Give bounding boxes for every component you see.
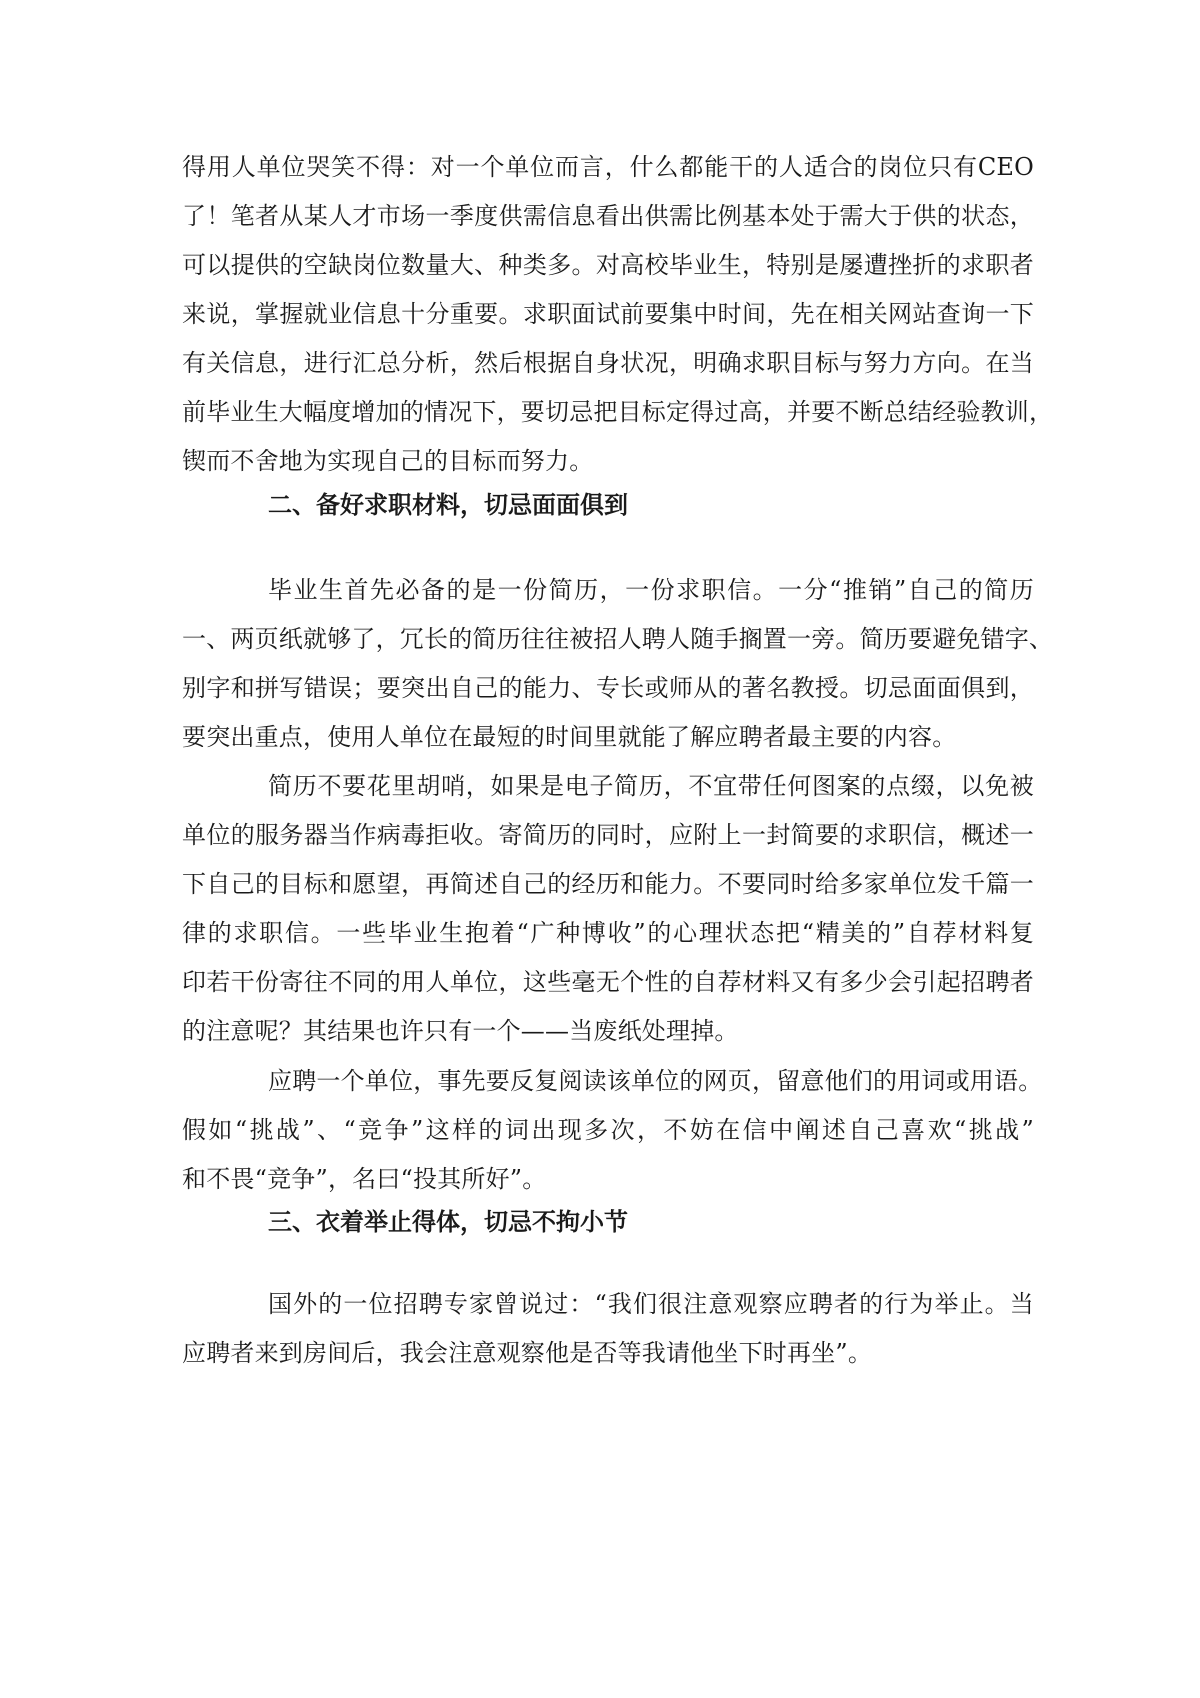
text-line: 有关信息，进行汇总分析，然后根据自身状况，明确求职目标与努力方向。在当 (182, 349, 1034, 377)
text-line: 单位的服务器当作病毒拒收。寄简历的同时，应附上一封简要的求职信，概述一 (182, 821, 1034, 849)
text-line: 下自己的目标和愿望，再简述自己的经历和能力。不要同时给多家单位发千篇一 (182, 870, 1034, 898)
document-page (182, 0, 1054, 1698)
text-line: 的注意呢？其结果也许只有一个——当废纸处理掉。 (182, 1017, 739, 1045)
text-line: 锲而不舍地为实现自己的目标而努力。 (182, 447, 594, 475)
section-heading-behavior: 三、衣着举止得体，切忌不拘小节 (268, 1207, 628, 1236)
text-line: 得用人单位哭笑不得：对一个单位而言，什么都能干的人适合的岗位只有CEO (182, 153, 1034, 181)
text-line: 了！笔者从某人才市场一季度供需信息看出供需比例基本处于需大于供的状态， (182, 202, 1034, 230)
paragraph-job-info (182, 143, 1054, 486)
text-line: 别字和拼写错误；要突出自己的能力、专长或师从的著名教授。切忌面面俱到， (182, 674, 1034, 702)
text-line: 来说，掌握就业信息十分重要。求职面试前要集中时间，先在相关网站查询一下 (182, 300, 1034, 328)
text-line: 律的求职信。一些毕业生抱着“广种博收”的心理状态把“精美的”自荐材料复 (182, 919, 1034, 947)
paragraph-expert-quote (182, 1280, 1034, 1378)
text-line: 可以提供的空缺岗位数量大、种类多。对高校毕业生，特别是屡遭挫折的求职者 (182, 251, 1034, 279)
paragraph-electronic-resume (182, 762, 1034, 1056)
text-line: 一、两页纸就够了，冗长的简历往往被招人聘人随手搁置一旁。简历要避免错字、 (182, 625, 1054, 653)
text-line: 国外的一位招聘专家曾说过：“我们很注意观察应聘者的行为举止。当 (268, 1290, 1034, 1318)
text-line: 要突出重点，使用人单位在最短的时间里就能了解应聘者最主要的内容。 (182, 723, 957, 751)
section-heading-materials: 二、备好求职材料，切忌面面俱到 (268, 490, 628, 519)
text-line: 假如“挑战”、“竞争”这样的词出现多次，不妨在信中阐述自己喜欢“挑战” (182, 1116, 1034, 1144)
text-line: 和不畏“竞争”，名曰“投其所好”。 (182, 1165, 547, 1193)
text-line: 前毕业生大幅度增加的情况下，要切忌把目标定得过高，并要不断总结经验教训， (182, 398, 1054, 426)
text-line: 应聘一个单位，事先要反复阅读该单位的网页，留意他们的用词或用语。 (268, 1067, 1043, 1095)
text-line: 印若干份寄往不同的用人单位，这些毫无个性的自荐材料又有多少会引起招聘者 (182, 968, 1034, 996)
text-line: 毕业生首先必备的是一份简历，一份求职信。一分“推销”自己的简历 (268, 576, 1034, 604)
text-line: 应聘者来到房间后，我会注意观察他是否等我请他坐下时再坐”。 (182, 1339, 873, 1367)
paragraph-research-unit (182, 1057, 1043, 1204)
text-line: 简历不要花里胡哨，如果是电子简历，不宜带任何图案的点缀，以免被 (268, 772, 1034, 800)
paragraph-resume (182, 566, 1054, 762)
